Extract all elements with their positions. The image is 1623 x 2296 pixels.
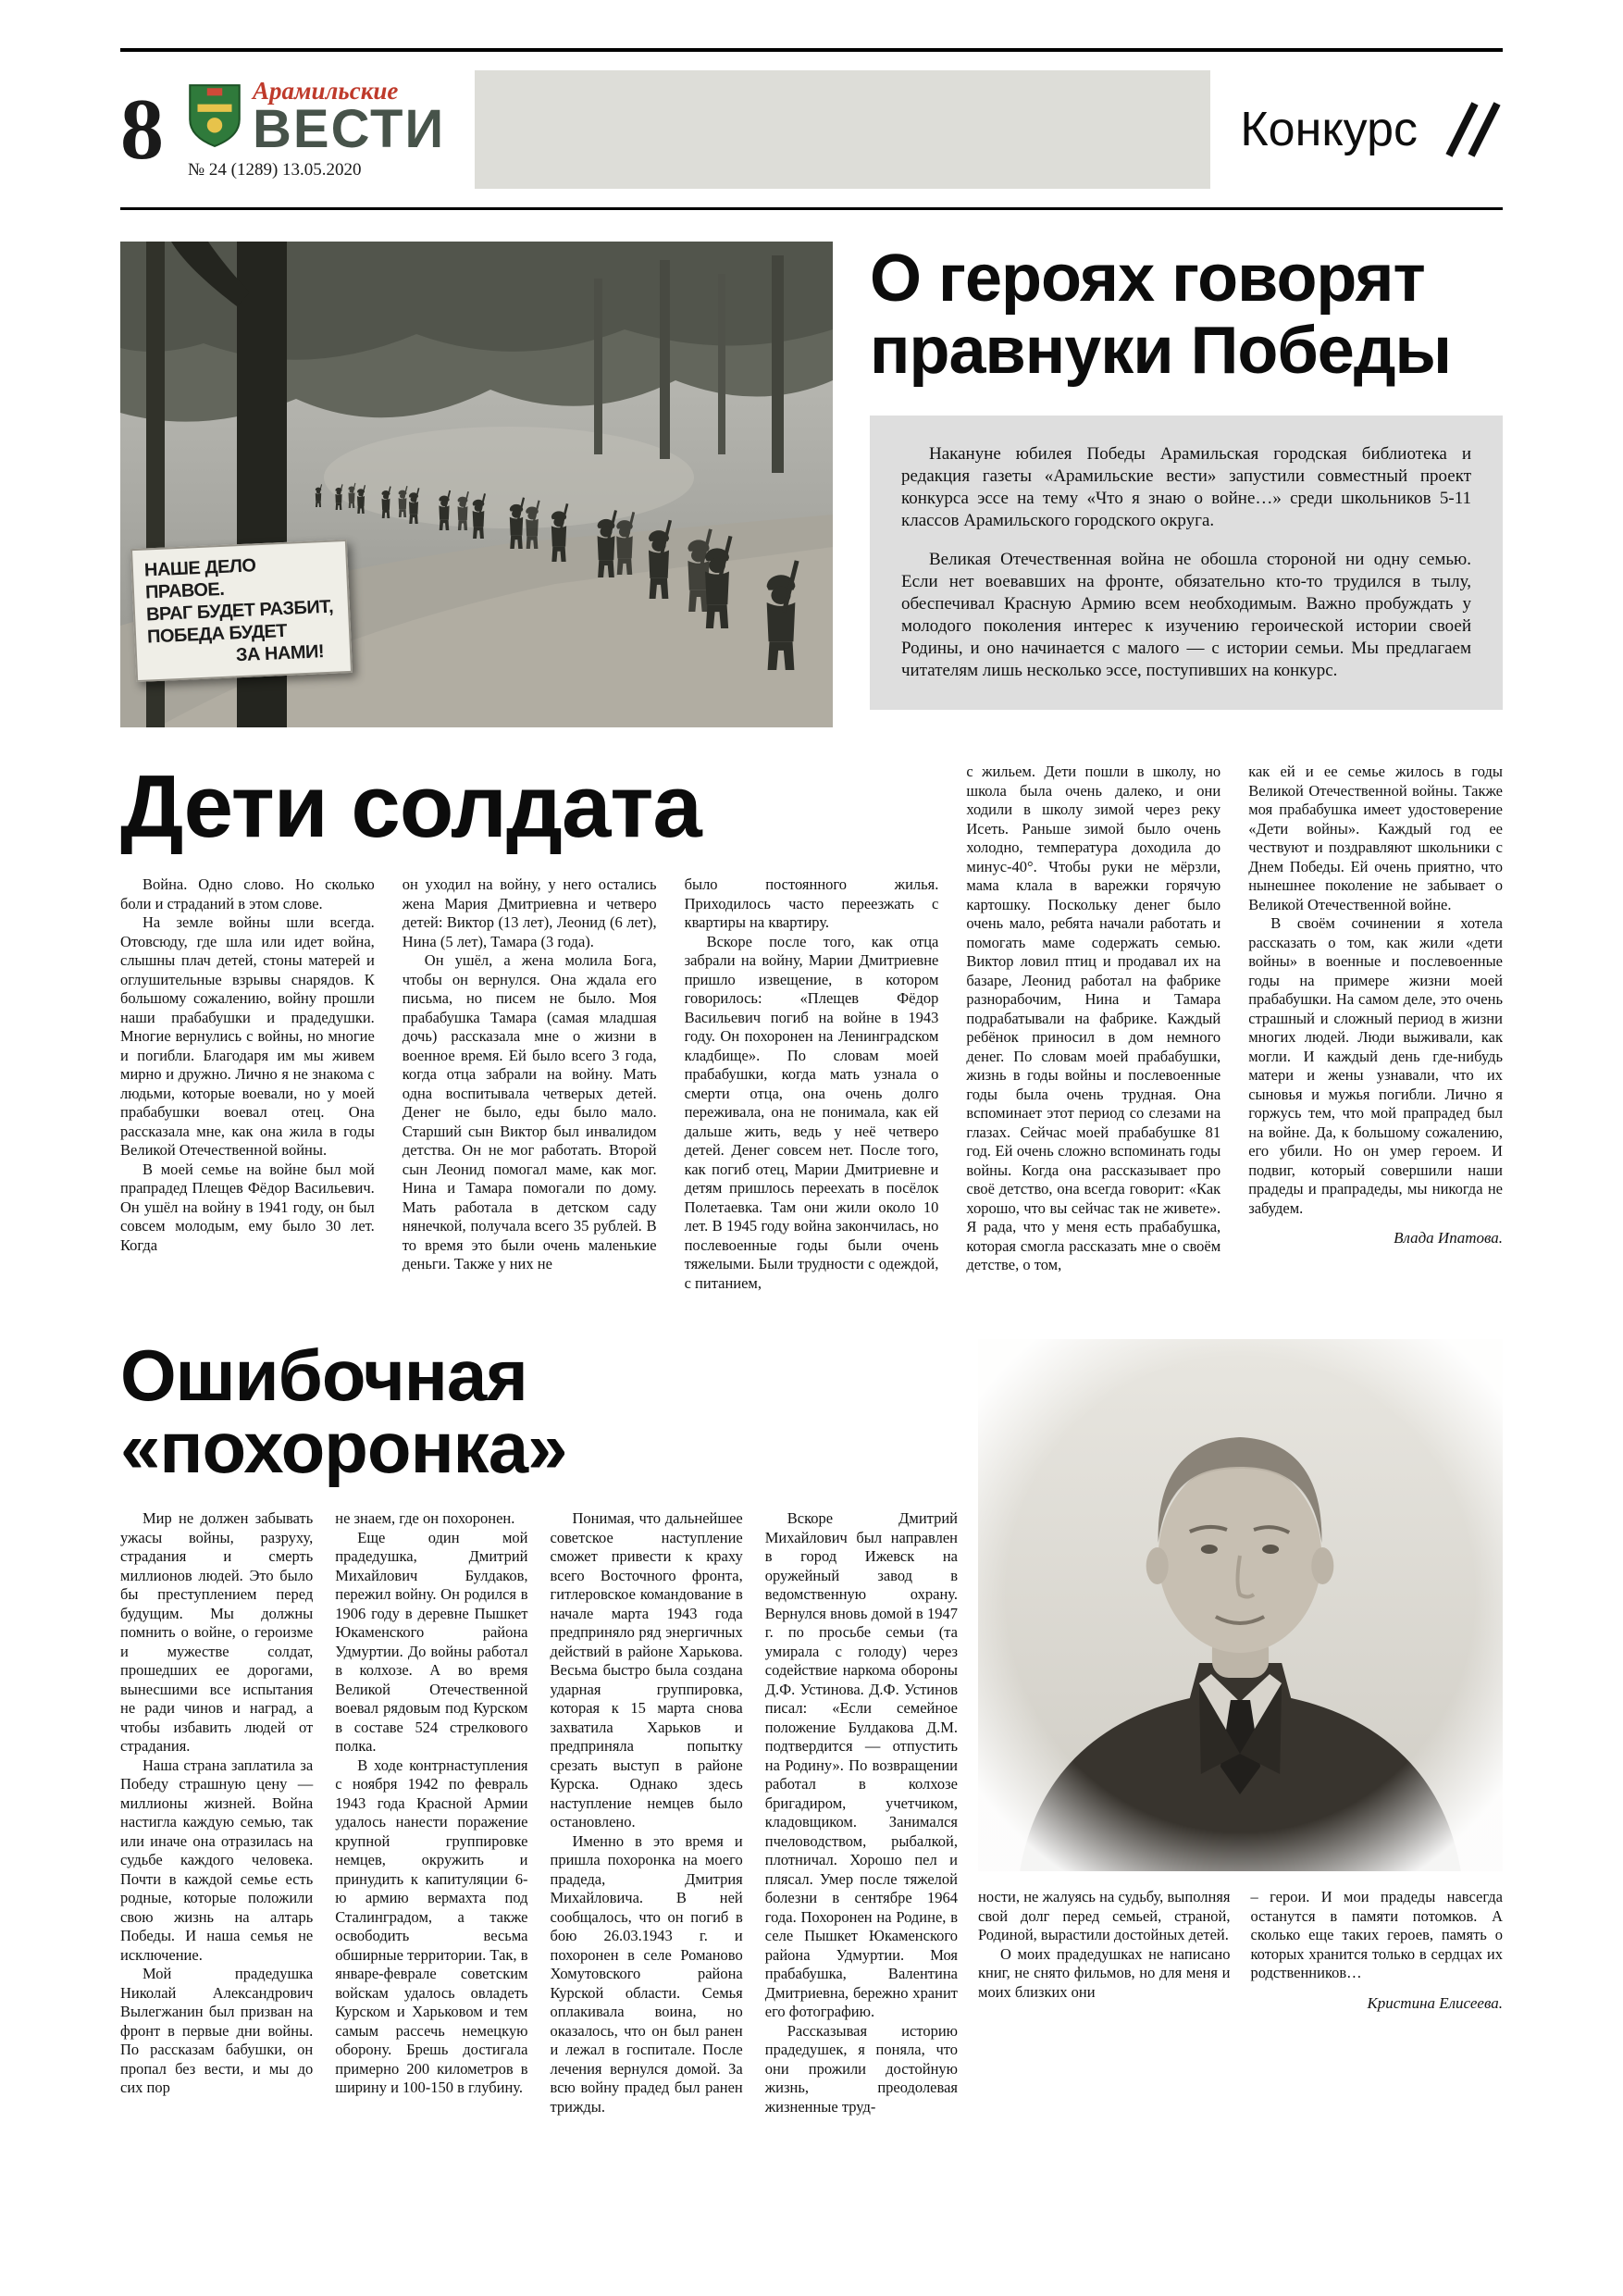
portrait-photo — [978, 1339, 1503, 1871]
lead-headline: О героях говорят правнуки Победы — [870, 242, 1452, 388]
paragraph: было постоянного жилья. Приходилось часто переезжать с квартиры на квартиру. — [684, 875, 939, 931]
article-2-title: Ошибочная «похоронка» — [120, 1334, 567, 1488]
header-rule — [120, 207, 1503, 210]
section-label-text: Конкурс — [1240, 103, 1418, 156]
paragraph: Великая Отечественная война не обошла стороной ни одну семью. Если нет воевавших на фронте, обязательно кто-то трудился в тылу, обеспечивал Красную Армию всем необходимым. Важно пробуждать у молодого поколения интерес к изучению героической истории своей Родины, и оно начинается с малого — с истории семьи. Мы предлагаем читателям лишь несколько эссе, поступивших на конкурс. — [901, 549, 1471, 680]
page-header — [120, 52, 1503, 207]
logo-text — [253, 76, 446, 159]
paragraph: ЗА НАМИ! — [235, 641, 325, 666]
article-2-column-3 — [551, 1509, 743, 2116]
article-2-left — [120, 1334, 958, 2116]
paragraph: он уходил на войну, у него остались жена Мария Дмитриевна и четверо детей: Виктор (13 лет), Леонид (6 лет), Нина (5 лет), Тамара (3 года). — [402, 875, 657, 950]
section-slashes-icon — [1432, 102, 1503, 157]
author-signature: Кристина Елисеева. — [1367, 1993, 1503, 2012]
soldiers-photo — [120, 242, 833, 727]
article-1-grid — [120, 757, 1503, 1293]
article-1-column-3 — [685, 875, 939, 1293]
paragraph: В моей семье на войне был мой прапрадед Плещев Фёдор Васильевич. Он ушёл на войну в 1941 году, он был совсем молодым, ему было 30 лет. Когда — [120, 1160, 375, 1254]
lead-section — [120, 242, 1503, 727]
article-deti-soldata — [120, 757, 1503, 1293]
article-1-column-4 — [966, 763, 1220, 1293]
paragraph: Понимая, что дальнейшее советское наступление сможет привести к краху всего Восточного фронта, гитлеровское командование в начале марта 1943 года предприняло ряд энергичных действий в районе Харькова. Весьма быстро была создана ударная группировка, которая к 15 марта снова захватила Харьков и предприняла попытку срезать выступ в районе Курска. Однако здесь наступление немцев было остановлено. — [550, 1509, 743, 1831]
paragraph: с жильем. Дети пошли в школу, но школа была очень далеко, и они ходили в школу зимой через реку Исеть. Раньше зимой было очень холодно, температура доходила до минус-40°. Чтобы руки не мёрзли, мама клала в варежки горячую картошку. Поскольку денег было очень мало, ребята начали работать и помогать маме содержать семью. Виктор ловил птиц и продавал их на базаре, Леонид работал на фабрике разнорабочим, Нина и Тамара подрабатывали на фабрике. Каждый ребёнок приносил в дом немного денег. По словам моей прабабушки, жизнь в годы войны и послевоенные годы была очень трудная. Она вспоминает этот период со слезами на глазах. Сейчас моей прабабушке 81 год. Ей очень сложно вспоминать годы войны. Когда она рассказывает про своё детство, она всегда говорит: «Как хорошо, что вы сейчас так не живете». Я рада, что у меня есть прабабушка, которая смогла рассказать мне о своём детстве, о том, — [966, 763, 1221, 1273]
paragraph: ности, не жалуясь на судьбу, выполняя свой долг перед семьей, страной, Родиной, вырастили достойных детей. — [978, 1888, 1231, 1943]
paragraph: не знаем, где он похоронен. — [335, 1509, 515, 1527]
paragraph: В своём сочинении я хотела рассказать о том, как жили «дети войны» в военные и послевоенные годы на примере жизни моей прабабушки. На самом деле, это очень страшный и сложный период в жизни многих людей. Люди выживали, как могли. И каждый день где-нибудь матери и жены узнавали, что их сыновья и мужья погибли. Лично я горжусь тем, что мой прапрадед был на войне. Да, к большому сожалению, его убили. Но он умер героем. И подвиг, который совершили наши прадеды и прапрадеды, мы никогда не забудем. — [1248, 914, 1503, 1217]
paragraph: Именно в это время и пришла похоронка на моего прадеда, Дмитрия Михайловича. В ней сообщалось, что он погиб в бою 26.03.1943 г. и похоронен в селе Романово Хомутовского района Курской области. Семья оплакивала воина, но оказалось, что он был ранен и лежал в госпитале. После лечения вернулся домой. За всю войну прадед был ранен трижды. — [550, 1831, 743, 2116]
logo-row — [188, 76, 446, 159]
page-number: 8 — [120, 81, 164, 178]
article-2-column-5 — [978, 1888, 1231, 2013]
article-2-grid — [120, 1509, 958, 2116]
paragraph: Вскоре после того, как отца забрали на войну, Марии Дмитриевне пришло извещение, в котором говорилось: «Плещев Фёдор Васильевич погиб на войне в 1943 году. Он похоронен на Ленинградском кладбище». По словам моей прабабушки, когда мать узнала о смерти отца, она очень долго переживала, она не понимала, как ей дальше жить, ведь у неё четверо детей. Денег совсем нет. После того, как погиб отец, Марии Дмитриевне и детям пришлось переехать в посёлок Полетаевка. Там они жили около 10 лет. В 1945 году война закончилась, но послевоенные годы были очень тяжелыми. Были трудности с одеждой, с питанием, — [684, 932, 939, 1292]
veteran-portrait-illustration — [978, 1339, 1503, 1871]
paragraph: – герои. И мои прадеды навсегда останутся в памяти потомков. А сколько еще таких героев, память о которых хранится только в сердцах их родственников… — [1250, 1888, 1503, 1981]
issue-info: № 24 (1289) 13.05.2020 — [188, 160, 362, 180]
article-2-column-2 — [335, 1509, 527, 2116]
article-2-column-4 — [765, 1509, 958, 2116]
paragraph: Наша страна заплатила за Победу страшную цену — миллионы жизней. Война настигла каждую семью, так или иначе она отразилась на судьбе каждого человека. Почти в каждой семье есть родные, которые положили свою жизнь на алтарь Победы. И наша семья не исключение. — [120, 1756, 314, 1964]
intro-box — [870, 416, 1503, 710]
article-2-column-6 — [1251, 1888, 1504, 1983]
paragraph: Накануне юбилея Победы Арамильская городская библиотека и редакция газеты «Арамильские вести» запустили совместный проект конкурса эссе на тему «Что я знаю о войне…» среди школьников 5-11 классов Арамильского городского округа. — [901, 443, 1471, 530]
article-1-title: Дети солдата — [120, 757, 701, 856]
logo-main-title: ВЕСТИ — [253, 98, 446, 159]
paragraph: В ходе контрнаступления с ноября 1942 по февраль 1943 года Красной Армии удалось нанести поражение крупной группировке немцев, окружить и принудить к капитуляции 6-ю армию вермахта под Сталинградом, а также освободить весьма обширные территории. Так, в январе-феврале советским войскам удалось овладеть Курском и Харьковом и тем самым рассечь немецкую оборону. Брешь достигала примерно 200 километров в ширину и 100-150 в глубину. — [335, 1756, 528, 2096]
paragraph: Рассказывая историю прадедушек, я поняла, что они прожили достойную жизнь, преодолевая жизненные труд- — [764, 2021, 958, 2116]
paragraph: Еще один мой прадедушка, Дмитрий Михайлович Булдаков, пережил войну. Он родился в 1906 году в деревне Пышкет Юкаменского района Удмуртии. До войны работал в колхозе. А во время Великой Отечественной воевал рядовым под Курском в составе 524 стрелкового полка. — [335, 1528, 528, 1755]
section-label — [1240, 102, 1503, 157]
author-signature: Влада Ипатова. — [1394, 1229, 1503, 1247]
city-panorama-photo — [475, 70, 1210, 189]
paragraph: Мой прадедушка Николай Александрович Вылегжанин был призван на фронт в первые дни войны. По рассказам бабушки, он пропал без вести, и мы до сих пор — [120, 1965, 314, 2096]
propaganda-sign — [130, 540, 353, 682]
paragraph: Война. Одно слово. Но сколько боли и страданий в этом слове. — [120, 875, 375, 912]
paragraph: Вскоре Дмитрий Михайлович был направлен в город Ижевск на оружейный завод в ведомственную охрану. Вернулся вновь домой в 1947 г. по просьбе семьи (та умирала с голоду) через содействие наркома обороны Д.Ф. Устинова. Д.Ф. Устинов писал: «Если семейное положение Булдакова Д.М. подтвердится — отпустить на Родину». По возвращении работал в колхозе бригадиром, учетчиком, кладовщиком. Занимался пчеловодством, рыбалкой, плотничал. Хорошо пел и плясал. Умер после тяжелой болезни в сентябре 1964 года. Похоронен на Родине, в селе Пышкет Юкаменского района Удмуртии. Моя прабабушка, Валентина Дмитриевна, бережно хранит его фотографию. — [764, 1509, 958, 2020]
paragraph: На земле войны шли всегда. Отовсюду, где шла или идет война, слышны плач детей, стоны матерей и оглушительные взрывы снарядов. К большому сожалению, войну прошли наши прабабушки и прадедушки. Многие вернулись с войны, но многие и погибли. Благодаря им мы живем мирно и дружно. Лично я не знакома с людьми, которые воевали, но у моей прабабушки воевал отец. Она рассказала мне, как она жила в годы Великой Отечественной войны. — [120, 913, 375, 1159]
article-2-right — [978, 1339, 1503, 2116]
lead-right-column — [870, 242, 1503, 727]
article-2-under-photo — [978, 1888, 1503, 2013]
article-1-column-1 — [120, 875, 375, 1293]
paragraph: НАШЕ ДЕЛО ПРАВОЕ. — [143, 555, 256, 603]
paragraph: Мир не должен забывать ужасы войны, разруху, страдания и смерть миллионов людей. Это было бы преступлением перед будущим. Мы должны помнить о войне, о героизме и мужестве солдат, прошедших ее дорогами, вынесшими все испытания не ради чинов и наград, а чтобы избавить людей от страдания. — [120, 1509, 314, 1755]
article-2-column-1 — [120, 1509, 313, 2116]
article-1-column-5-wrap — [1248, 763, 1503, 1293]
paragraph: ВРАГ БУДЕТ РАЗБИТ, — [145, 596, 334, 626]
paragraph: как ей и ее семье жилось в годы Великой Отечественной войны. Также моя прабабушка имеет удостоверение «Дети войны». Каждый год ее чествуют и поздравляют школьники с Днем Победы. Ей очень приятно, что нынешнее поколение не забывает о Великой Отечественной войне. — [1248, 763, 1503, 913]
article-oshibochnaya-pohoronka — [120, 1334, 1503, 2116]
logo-city-name: Арамильские — [253, 76, 399, 105]
paragraph: Он ушёл, а жена молила Бога, чтобы он вернулся. Она ждала его письма, но писем не было. Моя прабабушка Тамара (самая младшая дочь) рассказала мне о жизни в военное время. Ей было всего 3 года, когда отца забрали на войну. Мать одна воспитывала четверых детей. Денег не было, еды было мало. Старший сын Виктор был инвалидом детства. Он не мог работать. Второй сын Леонид помогал маме, как мог. Нина и Тамара помогали по дому. Мать работала в детском саду нянечкой, получала всего 35 рублей. В то время это были очень маленькие деньги. Также у них не — [402, 951, 657, 1272]
article-1-column-5 — [1248, 763, 1503, 1218]
coat-of-arms-icon — [188, 81, 242, 153]
article-2-column-6-wrap — [1251, 1888, 1504, 2013]
newspaper-logo — [188, 76, 446, 180]
article-1-column-2 — [403, 875, 657, 1293]
paragraph: ПОБЕДА БУДЕТ — [146, 620, 288, 648]
paragraph: О моих прадедушках не написано книг, не снято фильмов, но для меня и моих близких они — [978, 1944, 1231, 2001]
